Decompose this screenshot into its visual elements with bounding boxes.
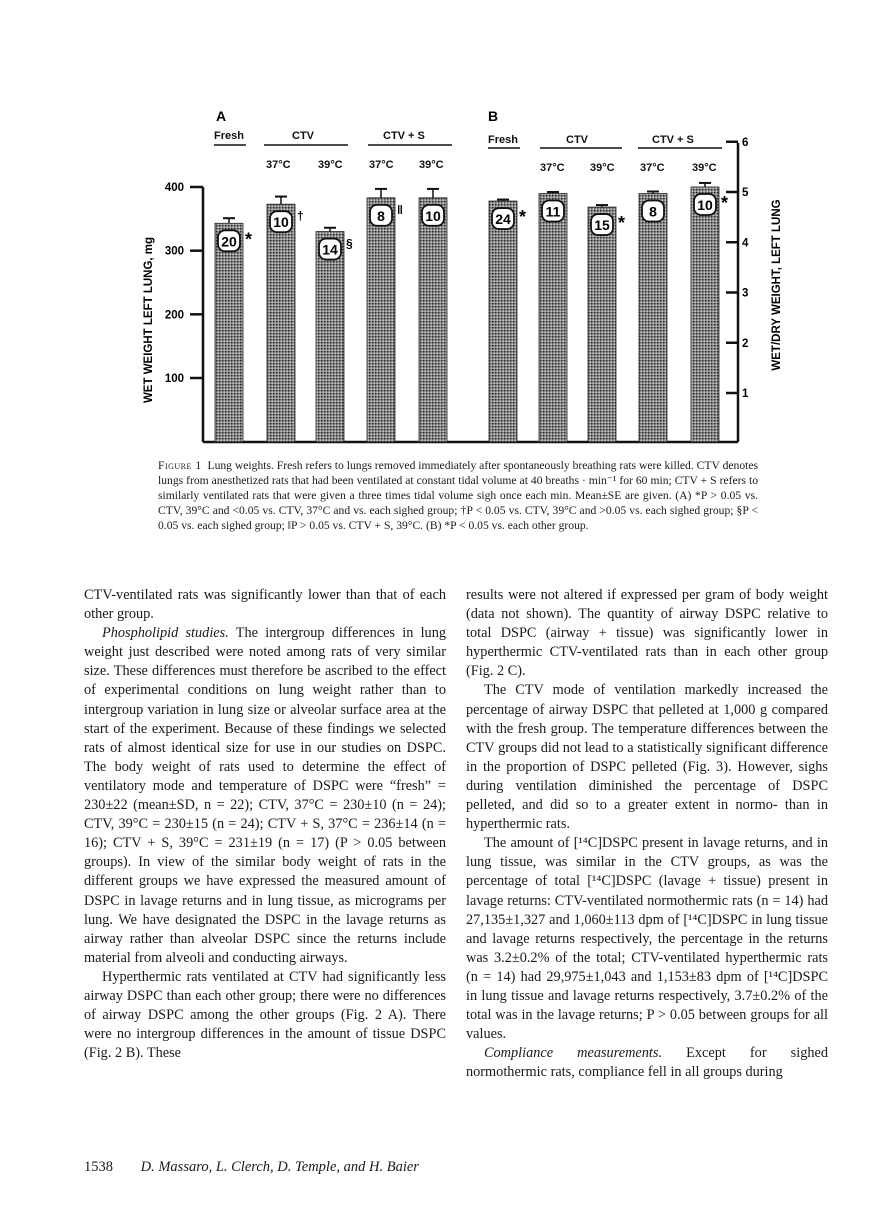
n-count-label: 24 xyxy=(495,211,511,228)
group-label-ctvs-b: CTV + S xyxy=(652,134,694,146)
heading-phospholipid-studies: Phospholipid studies. xyxy=(102,625,229,642)
page-footer xyxy=(84,1159,419,1176)
temp-label-b-ctvs-37: 37°C xyxy=(640,162,665,174)
bar-panel-a xyxy=(419,198,447,442)
n-count-label: 11 xyxy=(545,203,561,220)
n-count-label: 15 xyxy=(594,217,610,234)
group-label-fresh-a: Fresh xyxy=(214,130,244,142)
n-count-label: 8 xyxy=(377,207,385,224)
n-count-label: 10 xyxy=(273,214,289,231)
right-axis-tick-label: 3 xyxy=(742,287,749,300)
group-label-ctv-a: CTV xyxy=(292,130,314,142)
left-paragraph-3: Hyperthermic rats ventilated at CTV had significantly less airway DSPC than each other group; there were no differences of airway DSPC among the other groups (Fig. 2 A). There were no intergroup differences in the amount of tissue DSPC (Fig. 2 B). These xyxy=(84,968,446,1062)
panel-b-label: B xyxy=(488,108,499,124)
right-paragraph-2: The CTV mode of ventilation markedly increased the percentage of airway DSPC that pelleted at 1,000 g compared with the fresh group. The temperature differences between the CTV groups did not lead to a statistically significant difference in the proportion of DSPC pelleted (Fig. 3). However, sighs during ventilation diminished the percentage of DSPC pelleted, and did so to a greater extent in normo- than in hyperthermic rats. xyxy=(466,682,828,833)
bar-panel-b xyxy=(588,207,616,442)
right-paragraph-1: results were not altered if expressed per gram of body weight (data not shown). The quantity of airway DSPC relative to total DSPC (airway + tissue) was significantly lower in hyperthermic CTV-ventilated rats than in each other group (Fig. 2 C). xyxy=(466,587,828,680)
right-axis-tick-label: 2 xyxy=(742,337,749,350)
left-column xyxy=(84,586,446,1063)
temp-label-b-ctv-39: 39°C xyxy=(590,162,615,174)
figure-caption xyxy=(158,459,758,534)
bar-panel-a xyxy=(367,198,395,442)
group-label-ctv-b: CTV xyxy=(566,134,588,146)
significance-marker: * xyxy=(721,192,729,213)
right-paragraph-3: The amount of [¹⁴C]DSPC present in lavage returns, and in lung tissue, was similar in the CTV groups, as was the percentage of total [¹⁴C]DSPC (lavage + tissue) present in lavage returns: CTV-ventilated normothermic rats (n = 14) had 27,135±1,327 and 1,060±113 dpm of [¹⁴C]DSPC in lung tissue and lavage returns respectively, the percentage in the returns was 3.2±0.2% of the total; CTV-ventilated hyperthermic rats (n = 14) had 29,975±1,043 and 1,153±83 dpm of [¹⁴C]DSPC in lung tissue and lavage returns respectively, 3.7±0.2% of the total was in the lavage returns; P > 0.05 between groups for all values. xyxy=(466,835,828,1043)
n-count-label: 8 xyxy=(649,203,657,220)
left-axis-tick-label: 300 xyxy=(164,245,184,258)
left-axis-tick-label: 400 xyxy=(164,182,184,194)
left-paragraph-2 xyxy=(84,624,446,968)
right-column xyxy=(466,586,828,1082)
significance-marker: § xyxy=(346,236,353,251)
right-paragraph-4-text: Except for sighed normothermic rats, compliance fell in all groups during xyxy=(466,1045,828,1081)
left-paragraph-1: CTV-ventilated rats was significantly lower than that of each other group. xyxy=(84,587,446,623)
heading-compliance-measurements: Compliance measurements. xyxy=(484,1045,663,1062)
bar-panel-b xyxy=(691,187,719,442)
author-line: D. Massaro, L. Clerch, D. Temple, and H. Baier xyxy=(140,1159,419,1175)
temp-label-a-ctvs-37: 37°C xyxy=(369,159,394,171)
page-number: 1538 xyxy=(84,1159,113,1175)
bar-panel-a xyxy=(267,204,295,442)
figure-caption-text: Lung weights. Fresh refers to lungs removed immediately after spontaneously breathing rats were killed. CTV denotes lungs from anesthetized rats that had been ventilated at constant tidal volume at 40 breaths · min⁻¹ for 60 min; CTV + S refers to similarly ventilated rats that were given a three times tidal volume sigh once each min. Mean±SE are given. (A) *P > 0.05 vs. CTV, 39°C and <0.05 vs. CTV, 37°C and vs. each sighed group; †P < 0.05 vs. CTV, 39°C and >0.05 vs. each sighed group; §P < 0.05 vs. each sighed group; ǁP > 0.05 vs. CTV + S, 39°C. (B) *P < 0.05 vs. each other group. xyxy=(158,459,759,532)
temp-label-a-ctv-39: 39°C xyxy=(318,159,343,171)
significance-marker: * xyxy=(519,207,527,228)
temp-label-a-ctvs-39: 39°C xyxy=(419,159,444,171)
right-axis-tick-label: 6 xyxy=(742,136,749,149)
temp-label-a-ctv-37: 37°C xyxy=(266,159,291,171)
panel-a-label: A xyxy=(216,108,227,124)
figure-1-chart xyxy=(0,0,890,455)
significance-marker: ǁ xyxy=(397,202,403,217)
bar-panel-b xyxy=(489,201,517,442)
right-axis-tick-label: 4 xyxy=(742,237,749,250)
n-count-label: 10 xyxy=(697,196,713,213)
group-label-ctvs-a: CTV + S xyxy=(383,130,425,142)
n-count-label: 20 xyxy=(221,233,237,250)
left-paragraph-2-text: The intergroup differences in lung weight just described were noted among rats of very similar size. These differences must therefore be ascribed to the effect of experimental conditions on lung weight rather than to intergroup variation in lung size or alveolar surface area at the start of the experiment. Because of these findings we selected rats of almost identical size for use in our studies on DSPC. The body weight of rats used to determine the effect of ventilatory mode and temperature of DSPC were “fresh” = 230±22 (mean±SD, n = 22); CTV, 37°C = 230±10 (n = 24); CTV, 39°C = 230±15 (n = 24); CTV + S, 37°C = 236±14 (n = 16); CTV + S, 39°C = 231±19 (n = 17) (P > 0.05 between groups). In view of the similar body weight of rats in the different groups we have expressed the measured amount of DSPC in lavage returns and in lung tissue, as micrograms per lung. We have designated the DSPC in the lavage returns as airway rather than alveolar DSPC since the returns include material from alveoli and conducting airways. xyxy=(84,625,446,966)
significance-marker: * xyxy=(245,229,253,250)
figure-caption-label: Figure 1 xyxy=(158,459,202,472)
right-paragraph-4 xyxy=(466,1044,828,1082)
left-axis-tick-label: 200 xyxy=(164,309,184,322)
left-axis-tick-label: 100 xyxy=(164,373,184,385)
right-axis-tick-label: 5 xyxy=(742,187,749,199)
group-label-fresh-b: Fresh xyxy=(488,134,518,146)
left-axis-title: WET WEIGHT LEFT LUNG, mg xyxy=(143,236,155,404)
bar-panel-a xyxy=(316,232,344,442)
right-axis-title: WET/DRY WEIGHT, LEFT LUNG xyxy=(771,199,783,371)
significance-marker: * xyxy=(618,213,626,234)
right-axis-tick-label: 1 xyxy=(742,388,749,400)
significance-marker: † xyxy=(297,209,304,224)
bar-panel-b xyxy=(539,194,567,442)
bar-panel-b xyxy=(639,194,667,442)
temp-label-b-ctvs-39: 39°C xyxy=(692,162,717,174)
temp-label-b-ctv-37: 37°C xyxy=(540,162,565,174)
bar-panel-a xyxy=(215,223,243,442)
n-count-label: 14 xyxy=(322,241,338,258)
n-count-label: 10 xyxy=(425,207,441,224)
